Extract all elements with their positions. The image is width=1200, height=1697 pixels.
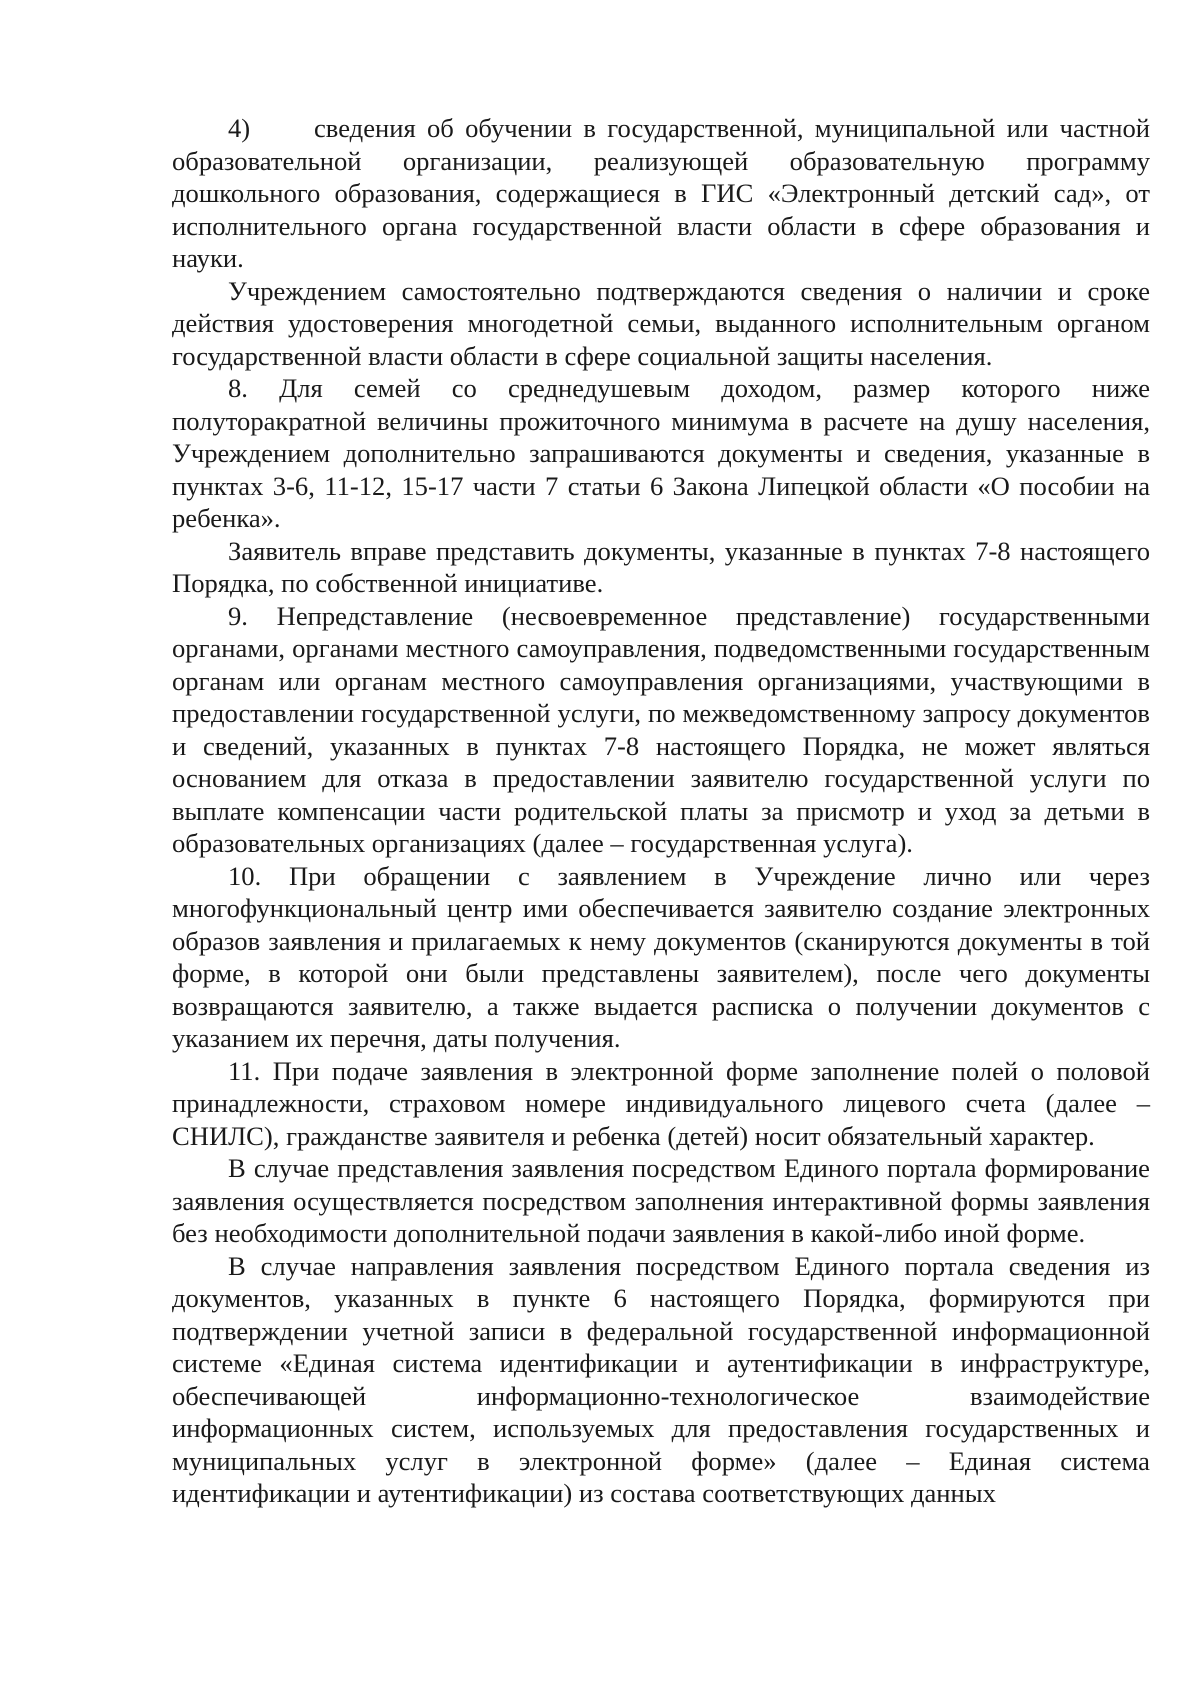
item-text: сведения об обучении в государственной, муниципальной или частной образовательной организации, реализующей образовательную программу дошкольного образования, содержащиеся в ГИС «Электронный детский сад», от исполнительного органа государственной власти области в сфере образования и науки. [172, 113, 1150, 273]
paragraph: В случае представления заявления посредством Единого портала формирование заявления осуществляется посредством заполнения интерактивной формы заявления без необходимости дополнительной подачи заявления в какой-либо иной форме. [172, 1153, 1150, 1248]
paragraph: 10. При обращении с заявлением в Учреждение лично или через многофункциональный центр ими обеспечивается заявителю создание электронных образов заявления и прилагаемых к нему документов (сканируются документы в той форме, в которой они были представлены заявителем), после чего документы возвращаются заявителю, а также выдается расписка о получении документов с указанием их перечня, даты получения. [172, 860, 1150, 1053]
paragraph: 8. Для семей со среднедушевым доходом, размер которого ниже полуторакратной величины прожиточного минимума в расчете на душу населения, Учреждением дополнительно запрашиваются документы и сведения, указанные в пунктах 3-6, 11-12, 15-17 части 7 статьи 6 Закона Липецкой области «О пособии на ребенка». [172, 373, 1150, 533]
paragraph: В случае направления заявления посредством Единого портала сведения из документов, указанных в пункте 6 настоящего Порядка, формируются при подтверждении учетной записи в федеральной государственной информационной системе «Единая система идентификации и аутентификации в инфраструктуре, обеспечивающей информационно-технологическое взаимодействие информационных систем, используемых для предоставления государственных и муниципальных услуг в электронной форме» (далее – Единая система идентификации и аутентификации) из состава соответствующих данных [172, 1250, 1150, 1508]
paragraph: Учреждением самостоятельно подтверждаются сведения о наличии и сроке действия удостоверения многодетной семьи, выданного исполнительным органом государственной власти области в сфере социальной защиты населения. [172, 275, 1150, 371]
paragraph: Заявитель вправе представить документы, указанные в пунктах 7-8 настоящего Порядка, по собственной инициативе. [172, 535, 1150, 598]
paragraph-item-4 [172, 112, 1150, 275]
item-number: 4) [228, 113, 251, 143]
paragraph: 11. При подаче заявления в электронной форме заполнение полей о половой принадлежности, страховом номере индивидуального лицевого счета (далее – СНИЛС), гражданстве заявителя и ребенка (детей) носит обязательный характер. [172, 1055, 1150, 1151]
document-body [172, 112, 1150, 1510]
paragraph: 9. Непредставление (несвоевременное представление) государственными органами, органами местного самоуправления, подведомственными государственным органам или органам местного самоуправления организациями, участвующими в предоставлении государственной услуги, по межведомственному запросу документов и сведений, указанных в пунктах 7-8 настоящего Порядка, не может являться основанием для отказа в предоставлении заявителю государственной услуги по выплате компенсации части родительской платы за присмотр и уход за детьми в образовательных организациях (далее – государственная услуга). [172, 600, 1150, 858]
